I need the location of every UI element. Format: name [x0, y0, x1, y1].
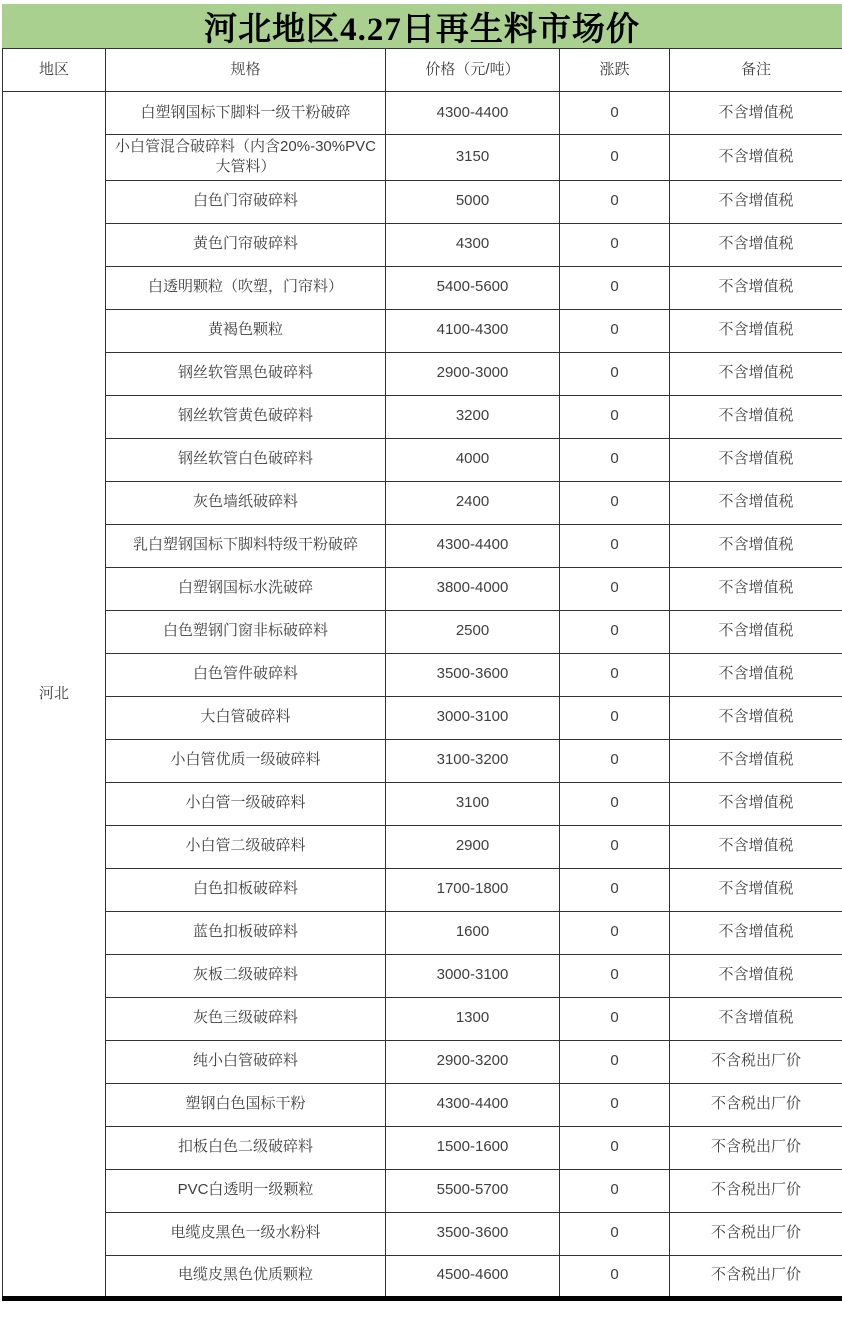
remark-cell: 不含增值税	[670, 395, 842, 438]
spec-cell: 小白管二级破碎料	[106, 825, 386, 868]
remark-cell: 不含增值税	[670, 266, 842, 309]
table-row	[3, 653, 842, 696]
price-cell: 1300	[386, 997, 560, 1040]
price-cell: 3150	[386, 135, 560, 181]
table-row	[3, 997, 842, 1040]
price-cell: 3000-3100	[386, 954, 560, 997]
table-row	[3, 395, 842, 438]
change-cell: 0	[560, 309, 670, 352]
remark-cell: 不含增值税	[670, 135, 842, 181]
spec-cell: 小白管优质一级破碎料	[106, 739, 386, 782]
price-cell: 5000	[386, 180, 560, 223]
price-cell: 3500-3600	[386, 1212, 560, 1255]
price-cell: 5400-5600	[386, 266, 560, 309]
remark-cell: 不含增值税	[670, 739, 842, 782]
table-row	[3, 309, 842, 352]
table-row	[3, 1083, 842, 1126]
column-header-remark: 备注	[670, 49, 842, 92]
price-cell: 3000-3100	[386, 696, 560, 739]
table-header	[3, 49, 842, 92]
change-cell: 0	[560, 1169, 670, 1212]
price-cell: 4300-4400	[386, 1083, 560, 1126]
table-row	[3, 524, 842, 567]
change-cell: 0	[560, 567, 670, 610]
price-cell: 2900-3000	[386, 352, 560, 395]
spec-cell: 黄褐色颗粒	[106, 309, 386, 352]
table-row	[3, 352, 842, 395]
change-cell: 0	[560, 997, 670, 1040]
table-row	[3, 1169, 842, 1212]
column-header-spec: 规格	[106, 49, 386, 92]
region-cell: 河北	[3, 92, 106, 1299]
table-row	[3, 1255, 842, 1298]
table-row	[3, 266, 842, 309]
price-cell: 3200	[386, 395, 560, 438]
remark-cell: 不含增值税	[670, 911, 842, 954]
change-cell: 0	[560, 739, 670, 782]
price-cell: 3500-3600	[386, 653, 560, 696]
price-cell: 3100	[386, 782, 560, 825]
spec-cell: 钢丝软管白色破碎料	[106, 438, 386, 481]
change-cell: 0	[560, 1255, 670, 1298]
price-cell: 2500	[386, 610, 560, 653]
change-cell: 0	[560, 1212, 670, 1255]
table-body	[3, 92, 842, 1299]
change-cell: 0	[560, 1083, 670, 1126]
header-row	[3, 49, 842, 92]
remark-cell: 不含税出厂价	[670, 1255, 842, 1298]
table-row	[3, 696, 842, 739]
remark-cell: 不含增值税	[670, 997, 842, 1040]
change-cell: 0	[560, 395, 670, 438]
change-cell: 0	[560, 180, 670, 223]
spec-cell: 扣板白色二级破碎料	[106, 1126, 386, 1169]
remark-cell: 不含增值税	[670, 610, 842, 653]
change-cell: 0	[560, 954, 670, 997]
change-cell: 0	[560, 782, 670, 825]
price-cell: 3100-3200	[386, 739, 560, 782]
change-cell: 0	[560, 223, 670, 266]
title-bar	[2, 4, 842, 48]
table-row	[3, 135, 842, 181]
remark-cell: 不含税出厂价	[670, 1126, 842, 1169]
change-cell: 0	[560, 825, 670, 868]
table-row	[3, 92, 842, 135]
price-cell: 4500-4600	[386, 1255, 560, 1298]
price-cell: 1500-1600	[386, 1126, 560, 1169]
table-row	[3, 223, 842, 266]
price-table	[2, 48, 842, 1301]
remark-cell: 不含增值税	[670, 524, 842, 567]
remark-cell: 不含增值税	[670, 825, 842, 868]
column-header-change: 涨跌	[560, 49, 670, 92]
price-cell: 4100-4300	[386, 309, 560, 352]
remark-cell: 不含增值税	[670, 438, 842, 481]
spec-cell: 白塑钢国标水洗破碎	[106, 567, 386, 610]
price-cell: 1700-1800	[386, 868, 560, 911]
spec-cell: 灰板二级破碎料	[106, 954, 386, 997]
table-row	[3, 481, 842, 524]
table-row	[3, 180, 842, 223]
spec-cell: 钢丝软管黑色破碎料	[106, 352, 386, 395]
table-row	[3, 782, 842, 825]
change-cell: 0	[560, 1040, 670, 1083]
remark-cell: 不含税出厂价	[670, 1169, 842, 1212]
change-cell: 0	[560, 481, 670, 524]
spec-cell: 灰色墙纸破碎料	[106, 481, 386, 524]
remark-cell: 不含增值税	[670, 180, 842, 223]
remark-cell: 不含增值税	[670, 92, 842, 135]
price-cell: 1600	[386, 911, 560, 954]
column-header-price: 价格（元/吨）	[386, 49, 560, 92]
price-cell: 2900-3200	[386, 1040, 560, 1083]
change-cell: 0	[560, 438, 670, 481]
table-row	[3, 610, 842, 653]
spec-cell: 白透明颗粒（吹塑，门帘料）	[106, 266, 386, 309]
spec-cell: 蓝色扣板破碎料	[106, 911, 386, 954]
price-cell: 3800-4000	[386, 567, 560, 610]
spec-cell: 电缆皮黑色优质颗粒	[106, 1255, 386, 1298]
spec-cell: 小白管一级破碎料	[106, 782, 386, 825]
column-header-region: 地区	[3, 49, 106, 92]
spec-cell: 灰色三级破碎料	[106, 997, 386, 1040]
spec-cell: 纯小白管破碎料	[106, 1040, 386, 1083]
change-cell: 0	[560, 1126, 670, 1169]
change-cell: 0	[560, 696, 670, 739]
price-cell: 4000	[386, 438, 560, 481]
change-cell: 0	[560, 266, 670, 309]
change-cell: 0	[560, 653, 670, 696]
remark-cell: 不含增值税	[670, 653, 842, 696]
remark-cell: 不含增值税	[670, 696, 842, 739]
change-cell: 0	[560, 135, 670, 181]
spec-cell: 黄色门帘破碎料	[106, 223, 386, 266]
sheet	[2, 4, 842, 1301]
change-cell: 0	[560, 911, 670, 954]
remark-cell: 不含税出厂价	[670, 1040, 842, 1083]
change-cell: 0	[560, 610, 670, 653]
table-row	[3, 825, 842, 868]
change-cell: 0	[560, 352, 670, 395]
price-cell: 4300-4400	[386, 92, 560, 135]
table-row	[3, 438, 842, 481]
spec-cell: 白色管件破碎料	[106, 653, 386, 696]
remark-cell: 不含增值税	[670, 309, 842, 352]
table-row	[3, 567, 842, 610]
spec-cell: 电缆皮黑色一级水粉料	[106, 1212, 386, 1255]
remark-cell: 不含增值税	[670, 481, 842, 524]
remark-cell: 不含增值税	[670, 223, 842, 266]
price-cell: 4300	[386, 223, 560, 266]
remark-cell: 不含增值税	[670, 567, 842, 610]
spec-cell: 白色塑钢门窗非标破碎料	[106, 610, 386, 653]
change-cell: 0	[560, 524, 670, 567]
spec-cell: 塑钢白色国标干粉	[106, 1083, 386, 1126]
change-cell: 0	[560, 92, 670, 135]
remark-cell: 不含税出厂价	[670, 1212, 842, 1255]
table-row	[3, 911, 842, 954]
price-cell: 5500-5700	[386, 1169, 560, 1212]
spec-cell: PVC白透明一级颗粒	[106, 1169, 386, 1212]
price-cell: 2400	[386, 481, 560, 524]
spec-cell: 白色门帘破碎料	[106, 180, 386, 223]
change-cell: 0	[560, 868, 670, 911]
remark-cell: 不含增值税	[670, 782, 842, 825]
spec-cell: 乳白塑钢国标下脚料特级干粉破碎	[106, 524, 386, 567]
price-cell: 2900	[386, 825, 560, 868]
spec-cell: 大白管破碎料	[106, 696, 386, 739]
spec-cell: 钢丝软管黄色破碎料	[106, 395, 386, 438]
spec-cell: 白塑钢国标下脚料一级干粉破碎	[106, 92, 386, 135]
remark-cell: 不含增值税	[670, 868, 842, 911]
price-cell: 4300-4400	[386, 524, 560, 567]
table-row	[3, 739, 842, 782]
remark-cell: 不含增值税	[670, 352, 842, 395]
table-row	[3, 1040, 842, 1083]
table-row	[3, 954, 842, 997]
remark-cell: 不含增值税	[670, 954, 842, 997]
table-row	[3, 868, 842, 911]
table-row	[3, 1212, 842, 1255]
table-row	[3, 1126, 842, 1169]
page-title: 河北地区4.27日再生料市场价	[204, 11, 640, 48]
remark-cell: 不含税出厂价	[670, 1083, 842, 1126]
spec-cell: 小白管混合破碎料（内含20%-30%PVC大管料）	[106, 135, 386, 181]
spec-cell: 白色扣板破碎料	[106, 868, 386, 911]
